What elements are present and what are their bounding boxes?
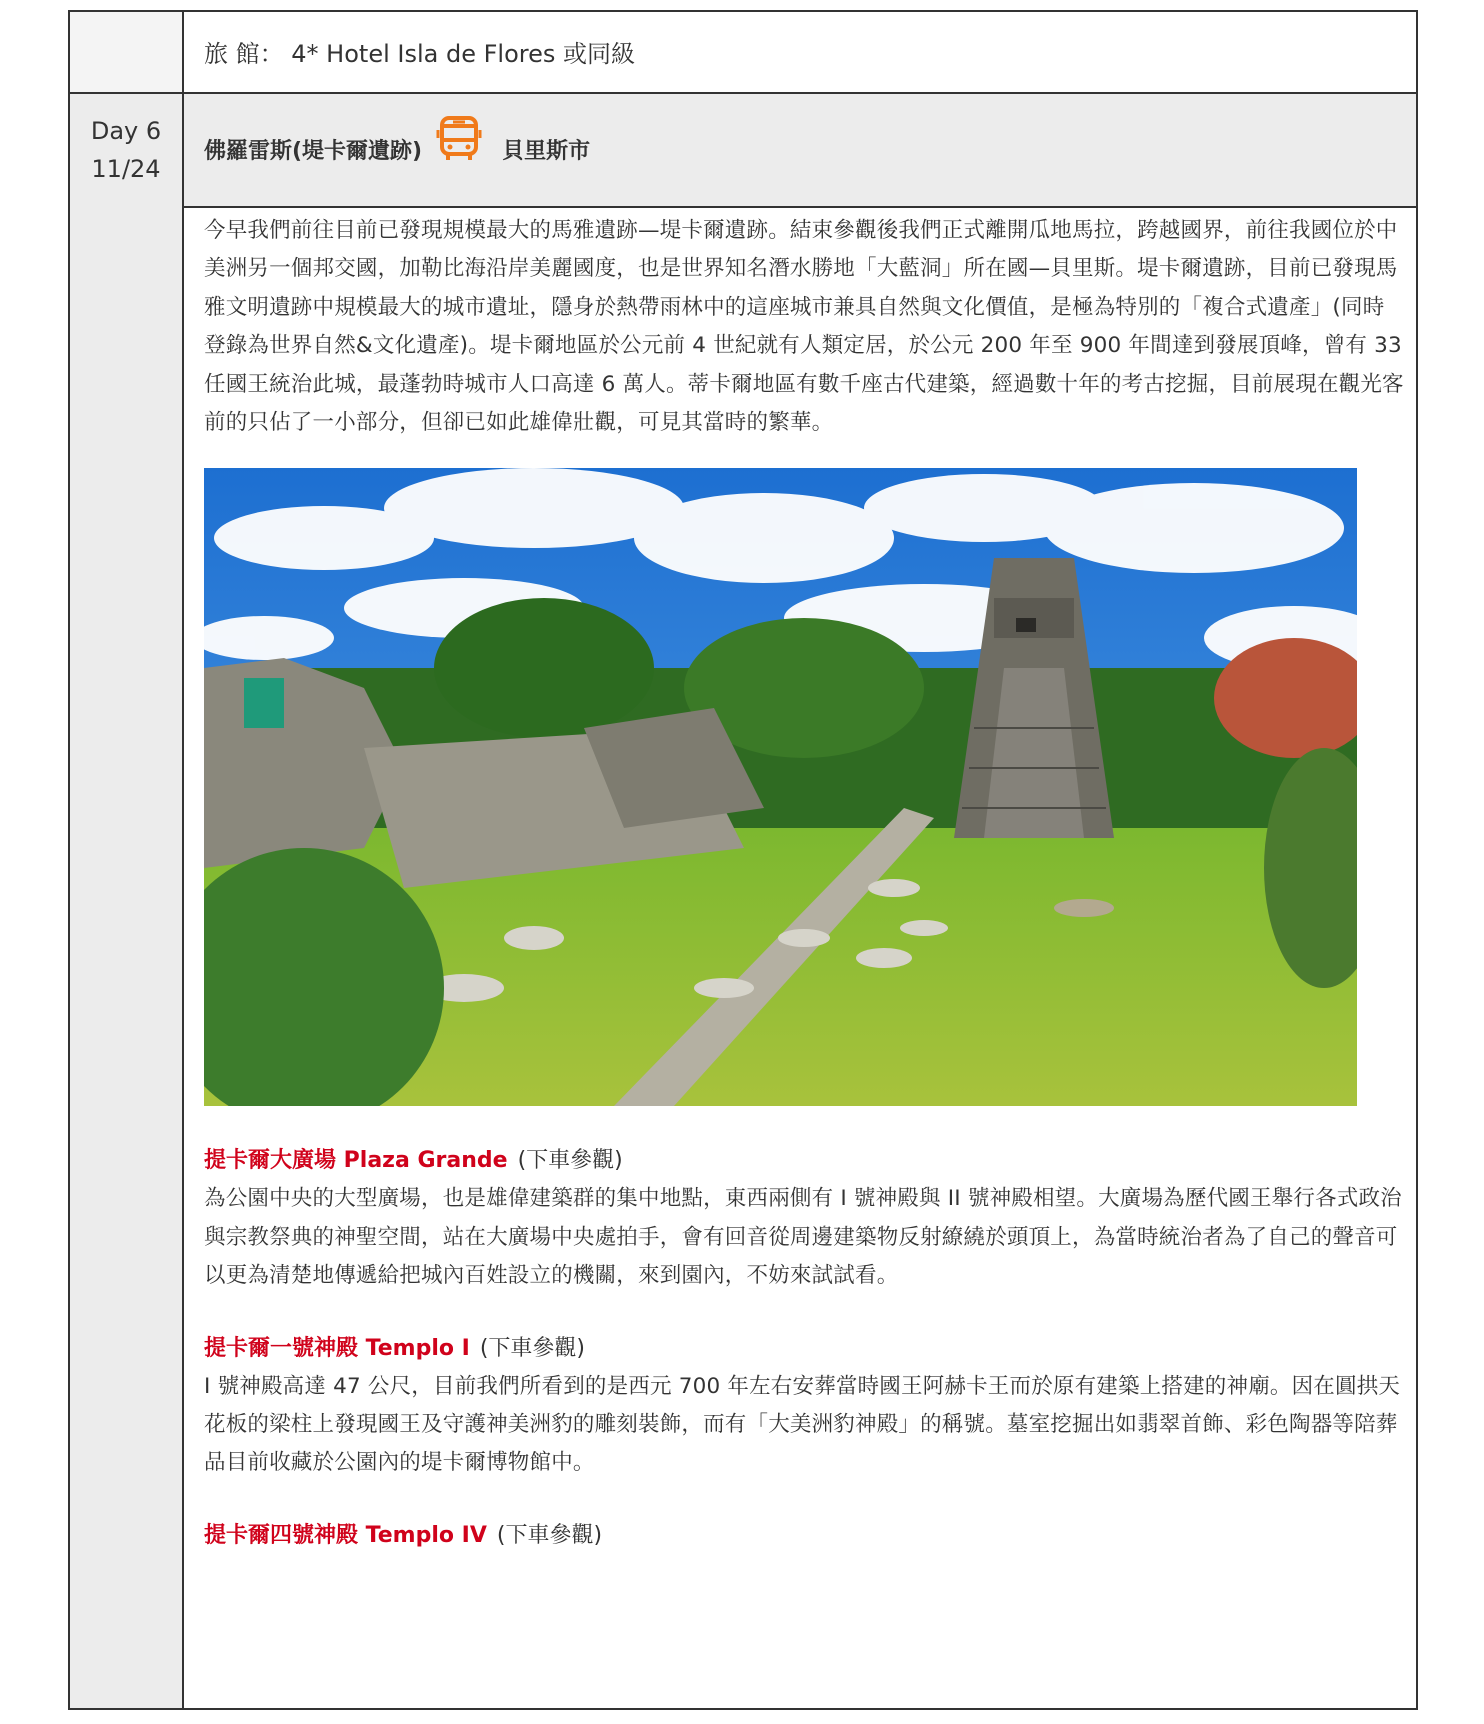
section-note: (下車參觀): [479, 1335, 586, 1361]
intro-paragraph: 今早我們前往目前已發現規模最大的馬雅遺跡—堤卡爾遺跡。結束參觀後我們正式離開瓜地馬拉，跨越國界，前往我國位於中美洲另一個邦交國，加勒比海沿岸美麗國度，也是世界知名潛水勝地「大藍洞」所在國—貝里斯。堤卡爾遺跡，目前已發現馬雅文明遺跡中規模最大的城市遺址，隱身於熱帶雨林中的這座城市兼具自然與文化價值，是極為特別的「複合式遺產」(同時登錄為世界自然&文化遺產)。堤卡爾地區於公元前 4 世紀就有人類定居，於公元 200 年至 900 年間達到發展頂峰，曾有 33 任國王統治此城，最蓬勃時城市人口高達 6 萬人。蒂卡爾地區有數千座古代建築，經過數十年的考古挖掘，目前展現在觀光客前的只佔了一小部分，但卻已如此雄偉壯觀，可見其當時的繁華。: [204, 218, 1404, 436]
route-to: 貝里斯市: [502, 139, 591, 164]
section-heading: 提卡爾四號神殿 Templo IV: [204, 1522, 487, 1548]
section-body: 為公園中央的大型廣場，也是雄偉建築群的集中地點，東西兩側有 I 號神殿與 II 號神殿相望。大廣場為歷代國王舉行各式政治與宗教祭典的神聖空間，站在大廣場中央處拍手，會有回音從周邊建築物反射繚繞於頭頂上，為當時統治者為了自己的聲音可以更為清楚地傳遞給把城內百姓設立的機關，來到園內，不妨來試試看。: [204, 1186, 1402, 1289]
section-title: [204, 1142, 1404, 1180]
day-label: [70, 112, 182, 188]
section-title: [204, 1517, 1404, 1555]
spacer: [204, 1483, 1404, 1517]
section-templo-iv: [204, 1517, 1404, 1555]
spacer: [204, 1296, 1404, 1330]
hotel-info: [204, 34, 635, 69]
route-line: [204, 134, 590, 165]
section-plaza-grande: [204, 1142, 1404, 1295]
section-templo-i: [204, 1330, 1404, 1483]
hotel-left-cell: [70, 12, 182, 92]
tikal-photo: [204, 468, 1357, 1106]
hotel-label: 旅 館：: [204, 40, 284, 68]
hotel-value: 4* Hotel Isla de Flores 或同級: [291, 40, 635, 68]
section-note: (下車參觀): [517, 1148, 623, 1174]
row-divider: [184, 206, 1416, 208]
day-number: Day 6: [90, 117, 162, 145]
section-body: I 號神殿高達 47 公尺，目前我們所看到的是西元 700 年左右安葬當時國王阿赫卡王而於原有建築上搭建的神廟。因在圓拱天花板的梁柱上發現國王及守護神美洲豹的雕刻裝飾，而有「大美洲豹神殿」的稱號。墓室挖掘出如翡翠首飾、彩色陶器等陪葬品目前收藏於公園內的堤卡爾博物館中。: [204, 1373, 1401, 1476]
day-content: [204, 212, 1404, 1555]
route-from: 佛羅雷斯(堤卡爾遺跡): [204, 139, 423, 164]
section-note: (下車參觀): [496, 1522, 603, 1548]
section-title: [204, 1330, 1404, 1368]
itinerary-table: [68, 10, 1418, 1710]
bus-icon: [434, 114, 484, 164]
day-date: 11/24: [91, 155, 161, 183]
section-heading: 提卡爾一號神殿 Templo I: [204, 1335, 470, 1361]
section-heading: 提卡爾大廣場 Plaza Grande: [204, 1148, 508, 1174]
day-column: [70, 12, 184, 1708]
